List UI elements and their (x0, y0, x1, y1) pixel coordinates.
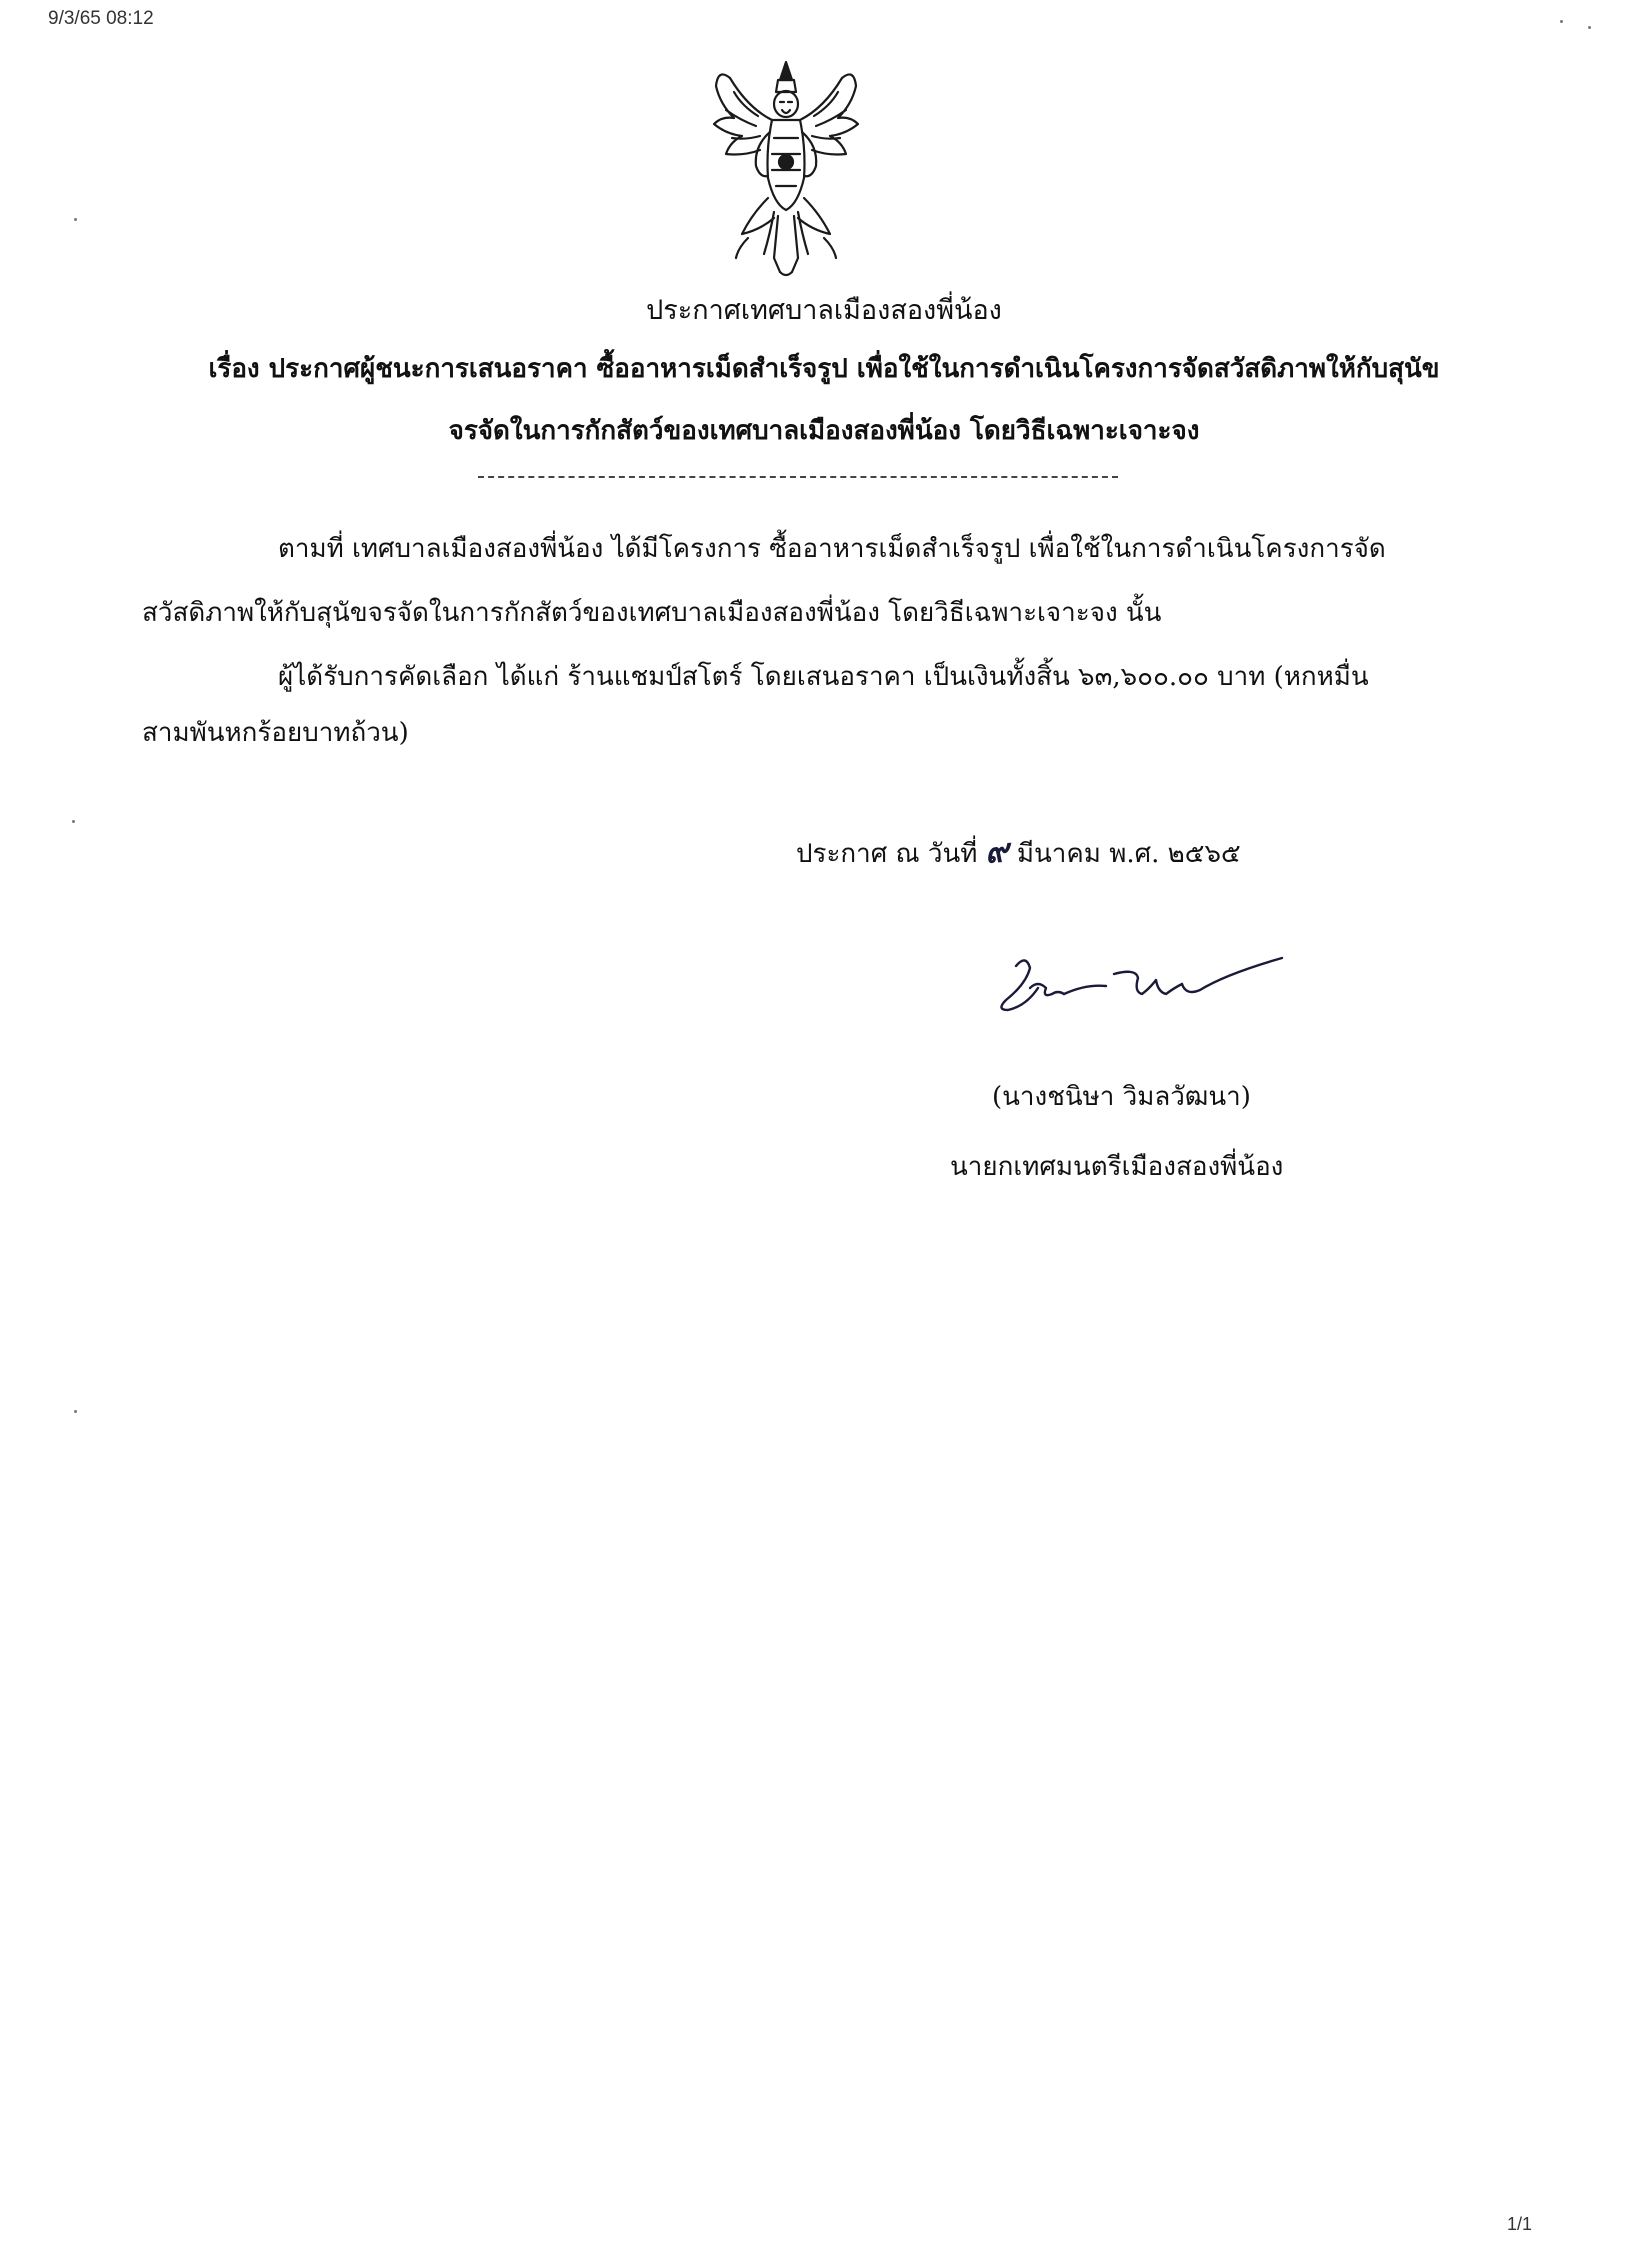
paragraph-2-line-1: ผู้ได้รับการคัดเลือก ได้แก่ ร้านแชมป์สโตร์ โดยเสนอราคา เป็นเงินทั้งสิ้น ๖๓,๖๐๐.๐๐ บาท (หกหมื่น (278, 662, 1369, 692)
date-suffix: มีนาคม พ.ศ. ๒๕๖๕ (1016, 839, 1241, 869)
handwritten-signature (986, 944, 1286, 1024)
title-divider (478, 476, 1118, 478)
scan-speck (1588, 26, 1591, 29)
garuda-emblem-icon (708, 58, 864, 280)
signatory-name: (นางชนิษา วิมลวัฒนา) (992, 1082, 1251, 1112)
paragraph-2-line-2: สามพันหกร้อยบาทถ้วน) (142, 718, 409, 748)
date-day-handwritten: ๙ (984, 831, 1011, 871)
print-timestamp: 9/3/65 08:12 (48, 8, 154, 29)
paragraph-1-line-1: ตามที่ เทศบาลเมืองสองพี่น้อง ได้มีโครงการ ซื้ออาหารเม็ดสำเร็จรูป เพื่อใช้ในการดำเนินโครงการจัด (278, 534, 1386, 564)
page-number: 1/1 (1506, 2214, 1532, 2234)
signatory-position: นายกเทศมนตรีเมืองสองพี่น้อง (950, 1152, 1284, 1182)
announcement-title: ประกาศเทศบาลเมืองสองพี่น้อง (646, 295, 1002, 326)
paragraph-1-line-2: สวัสดิภาพให้กับสุนัขจรจัดในการกักสัตว์ของเทศบาลเมืองสองพี่น้อง โดยวิธีเฉพาะเจาะจง นั้น (142, 598, 1162, 628)
announcement-subject-line-2: จรจัดในการกักสัตว์ของเทศบาลเมืองสองพี่น้อง โดยวิธีเฉพาะเจาะจง (448, 416, 1200, 446)
announcement-subject-line-1: เรื่อง ประกาศผู้ชนะการเสนอราคา ซื้ออาหารเม็ดสำเร็จรูป เพื่อใช้ในการดำเนินโครงการจัดสวัสดิภาพให้กับสุนัข (208, 354, 1440, 384)
announcement-date (796, 826, 1241, 877)
scan-speck (72, 820, 75, 823)
scan-speck (1560, 20, 1563, 23)
date-prefix: ประกาศ ณ วันที่ (796, 839, 978, 869)
scan-speck (74, 218, 77, 221)
scan-speck (74, 1410, 77, 1413)
